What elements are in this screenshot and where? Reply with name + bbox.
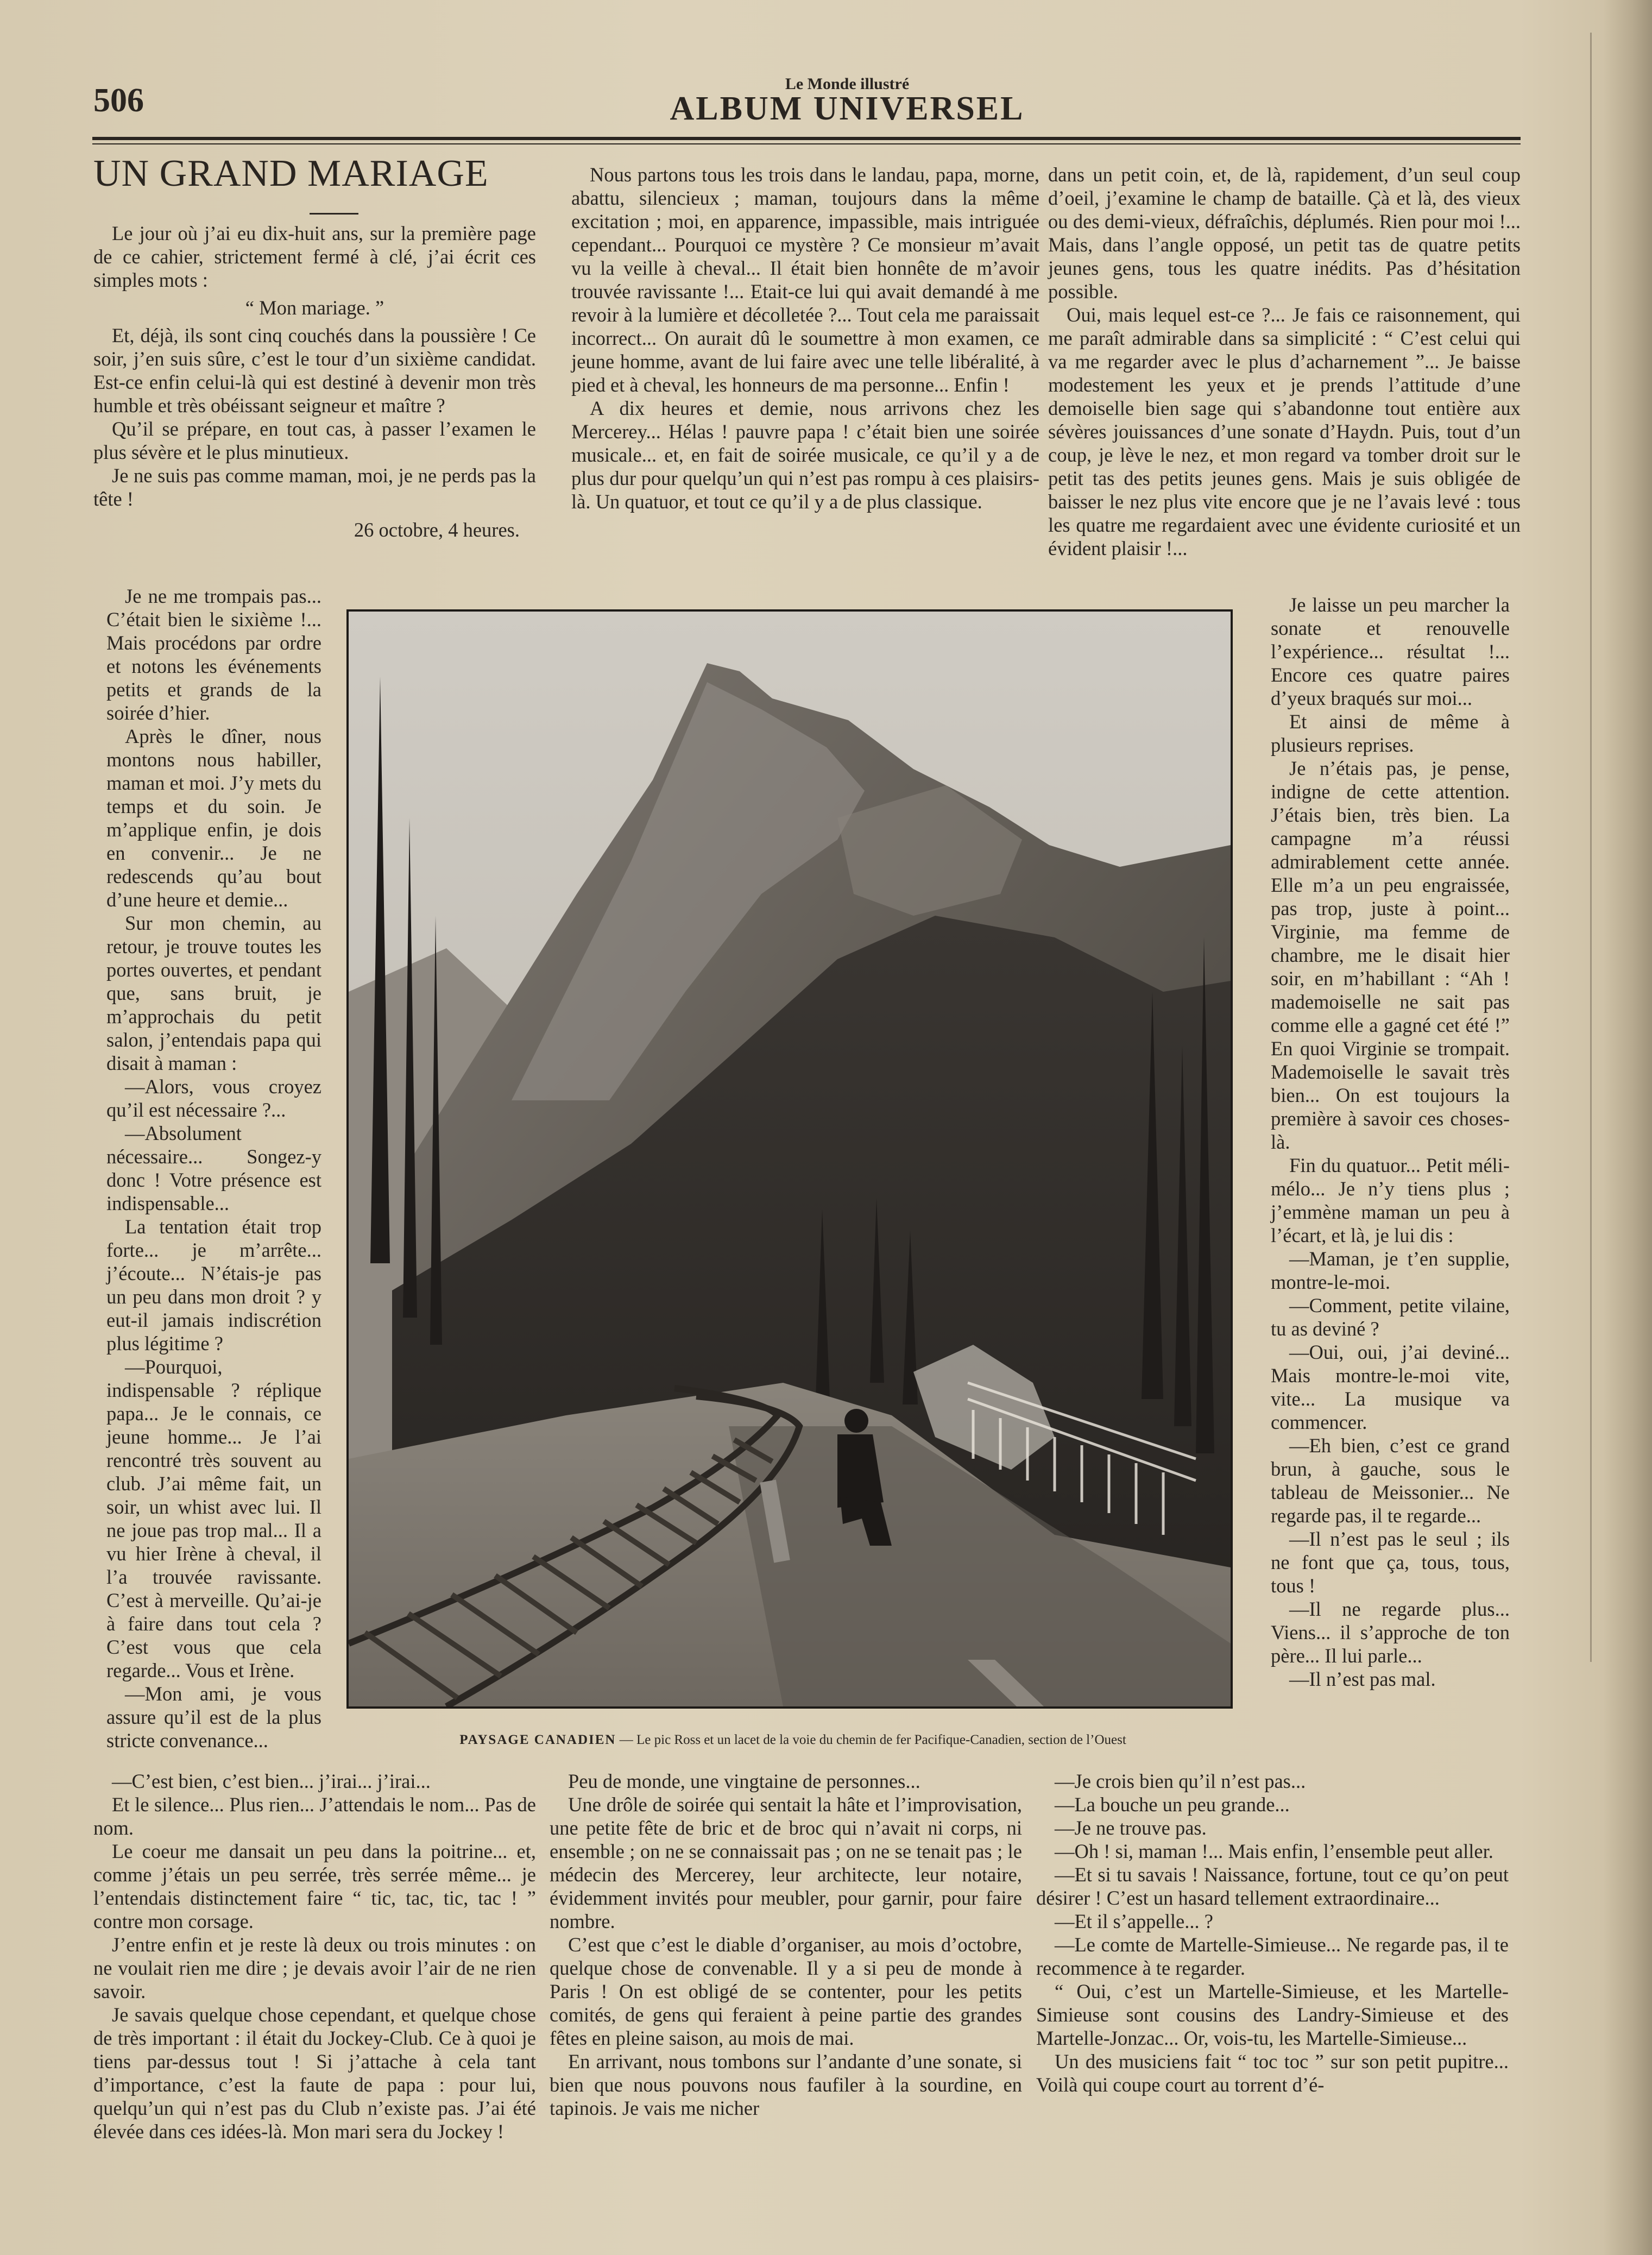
column-1-top <box>93 222 536 541</box>
paragraph: —Absolument nécessaire... Songez-y donc ! Votre présence est indispensable... <box>106 1122 321 1214</box>
column-3-mid <box>1271 593 1510 1691</box>
paragraph: En arrivant, nous tombons sur l’andante d’une sonate, si bien que nous pouvons nous faufiler à la sourdine, en tapinois. Je vais me nicher <box>550 2050 1022 2119</box>
mountain-railway-image <box>349 612 1231 1706</box>
column-2-top <box>571 163 1039 513</box>
paragraph: —Maman, je t’en supplie, montre-le-moi. <box>1271 1248 1510 1293</box>
masthead-title: ALBUM UNIVERSEL <box>670 90 1025 127</box>
paragraph: Le coeur me dansait un peu dans la poitrine... et, comme j’étais un peu serrée, très serrée même... je l’entendais distinctement faire “ tic, tac, tic, tac ! ” contre mon corsage. <box>93 1840 536 1932</box>
paragraph: Nous partons tous les trois dans le landau, papa, morne, abattu, silencieux ; maman, toujours dans la même excitation ; moi, en apparence, impassible, mais intriguée cependant... Pourquoi ce mystère ? Ce monsieur m’avait vu la veille à cheval... Il était bien honnête de m’avoir trouvée ravissante !... Etait-ce lui qui avait demandé à me revoir à la lumière et décolletée ?... Tout cela me paraissait incorrect... On aurait dû le soumettre à mon examen, ce jeune homme, avant de lui faire avec une telle libéralité, à pied et à cheval, les honneurs de ma personne... Enfin ! <box>571 163 1039 396</box>
paragraph: —Je ne trouve pas. <box>1055 1817 1207 1839</box>
header-rule-thick <box>92 137 1521 140</box>
paragraph: Oui, mais lequel est-ce ?... Je fais ce raisonnement, qui me paraît admirable dans sa simplicité : “ C’est celui qui va me regarder avec le plus d’acharnement ”... Je baisse modestement les yeux et je prends l’attitude d’une demoiselle bien sage qui s’abandonne tout entière aux sévères jouissances d’une sonate d’Haydn. Puis, tout d’un coup, je lève le nez, et mon regard va tomber droit sur le petit tas des petits jeunes gens. Mais je suis obligée de baisser le nez plus vite encore que je ne l’avais levé : tous les quatre me regardaient avec une évidente curiosité et un évident plaisir !... <box>1048 304 1521 559</box>
column-2-bottom <box>550 1769 1022 2120</box>
paragraph: Et, déjà, ils sont cinq couchés dans la poussière ! Ce soir, j’en suis sûre, c’est le tour d’un sixième candidat. Est-ce enfin celui-là qui est destiné à devenir mon très humble et très obéissant seigneur et maître ? <box>93 324 536 417</box>
paragraph: Je savais quelque chose cependant, et quelque chose de très important : il était du Jockey-Club. Ce à quoi je tiens par-dessus tout ! Si j’attache à cela tant d’importance, c’est la faute de papa : pour lui, quelqu’un qui n’est pas du Club n’existe pas. J’ai été élevée dans ces idées-là. Mon mari sera du Jockey ! <box>93 2004 536 2143</box>
paragraph: La tentation était trop forte... je m’arrête... j’écoute... N’étais-je pas un peu dans mon droit ? y eut-il jamais indiscrétion plus légitime ? <box>106 1215 321 1355</box>
paragraph: —Oh ! si, maman !... Mais enfin, l’ensemble peut aller. <box>1055 1840 1493 1862</box>
paragraph: Un des musiciens fait “ toc toc ” sur son petit pupitre... Voilà qui coupe court au torrent d’é- <box>1036 2050 1509 2096</box>
paragraph: Qu’il se prépare, en tout cas, à passer l’examen le plus sévère et le plus minutieux. <box>93 418 536 463</box>
photo-caption <box>369 1733 1216 1748</box>
paragraph: —Et il s’appelle... ? <box>1055 1910 1213 1932</box>
paragraph: Et ainsi de même à plusieurs reprises. <box>1271 710 1510 756</box>
masthead-subtitle: Le Monde illustré <box>785 75 910 93</box>
paragraph: Après le dîner, nous montons nous habiller, maman et moi. J’y mets du temps et du soin. Je m’applique enfin, je dois en convenir... Je ne redescends qu’au bout d’une heure et demie... <box>106 725 321 911</box>
paragraph: “ Mon mariage. ” <box>245 297 384 319</box>
paragraph: —Mon ami, je vous assure qu’il est de la plus stricte convenance... <box>106 1683 321 1752</box>
paragraph: —Il n’est pas mal. <box>1289 1668 1436 1690</box>
page-spine-shadow <box>1603 0 1652 2255</box>
title-divider <box>310 213 358 215</box>
paragraph: J’entre enfin et je reste là deux ou trois minutes : on ne voulait rien me dire ; je devais avoir l’air de ne rien savoir. <box>93 1933 536 2002</box>
paragraph: —Pourquoi, indispensable ? réplique papa... Je le connais, ce jeune homme... Je l’ai rencontré très souvent au club. J’ai même fait, un soir, un whist avec lui. Il ne joue pas trop mal... Il a vu hier Irène à cheval, il l’a trouvée ravissante. C’est à merveille. Qu’ai-je à faire dans tout cela ? C’est vous que cela regarde... Vous et Irène. <box>106 1356 321 1681</box>
page-number: 506 <box>93 82 144 119</box>
paragraph: Et le silence... Plus rien... J’attendais le nom... Pas de nom. <box>93 1793 536 1839</box>
paragraph: —Comment, petite vilaine, tu as deviné ? <box>1271 1294 1510 1340</box>
column-3-top <box>1048 163 1521 560</box>
paragraph: Fin du quatuor... Petit méli-mélo... Je n’y tiens plus ; j’emmène maman un peu à l’écart, et là, je lui dis : <box>1271 1154 1510 1246</box>
paragraph: Une drôle de soirée qui sentait la hâte et l’improvisation, une petite fête de bric et de broc qui n’avait ni corps, ni ensemble ; on ne se connaissait pas ; on ne se tenait pas ; le médecin des Mercerey, leur architecte, leur notaire, évidemment invités pour meubler, pour garnir, pour faire nombre. <box>550 1793 1022 1932</box>
paragraph: —Je crois bien qu’il n’est pas... <box>1055 1770 1306 1792</box>
paragraph: —La bouche un peu grande... <box>1055 1793 1290 1816</box>
paragraph: Je ne suis pas comme maman, moi, je ne perds pas la tête ! <box>93 464 536 510</box>
paragraph: —Et si tu savais ! Naissance, fortune, tout ce qu’on peut désirer ! C’est un hasard tellement extraordinaire... <box>1036 1863 1509 1909</box>
caption-text: — Le pic Ross et un lacet de la voie du chemin de fer Pacifique-Canadien, section de l’Ouest <box>616 1733 1126 1747</box>
paragraph: —Oui, oui, j’ai deviné... Mais montre-le-moi vite, vite... La musique va commencer. <box>1271 1341 1510 1433</box>
paragraph: dans un petit coin, et, de là, rapidement, d’un seul coup d’oeil, j’examine le champ de bataille. Çà et là, des vieux ou des demi-vieux, défraîchis, déplumés. Rien pour moi !... Mais, dans l’angle opposé, un petit tas de quatre petits jeunes gens, tous les quatre inédits. Pas d’hésitation possible. <box>1048 163 1521 303</box>
landscape-photograph <box>346 609 1233 1709</box>
column-1-bottom <box>93 1769 536 2143</box>
paragraph: —Il ne regarde plus... Viens... il s’approche de ton père... Il lui parle... <box>1271 1598 1510 1667</box>
paragraph: “ Oui, c’est un Martelle-Simieuse, et les Martelle-Simieuse sont cousins des Landry-Simieuse et des Martelle-Jonzac... Or, vois-tu, les Martelle-Simieuse... <box>1036 1980 1509 2049</box>
paragraph: —Il n’est pas le seul ; ils ne font que ça, tous, tous, tous ! <box>1271 1528 1510 1597</box>
column-3-bottom <box>1036 1769 1509 2096</box>
paragraph: A dix heures et demie, nous arrivons chez les Mercerey... Hélas ! pauvre papa ! c’était bien une soirée musicale... et, en fait de soirée musicale, ce qu’il y a de plus dur pour quelqu’un qui n’est pas rompu à ces plaisirs-là. Un quatuor, et tout ce qu’il y a de plus classique. <box>571 397 1039 513</box>
paragraph: Je ne me trompais pas... C’était bien le sixième !... Mais procédons par ordre et notons les événements petits et grands de la soirée d’hier. <box>106 585 321 724</box>
paragraph: Peu de monde, une vingtaine de personnes... <box>568 1770 920 1792</box>
column-1-mid <box>106 584 321 1752</box>
paragraph: Je n’étais pas, je pense, indigne de cette attention. J’étais bien, très bien. La campagne m’a réussi admirablement cette année. Elle m’a un peu engraissée, pas trop, juste à point... Virginie, ma femme de chambre, me le disait hier soir, en m’habillant : “Ah ! mademoiselle ne sait pas comme elle a gagné cet été !” En quoi Virginie se trompait. Mademoiselle le savait très bien... On est toujours la première à savoir ces choses-là. <box>1271 757 1510 1153</box>
paragraph: C’est que c’est le diable d’organiser, au mois d’octobre, quelque chose de convenable. Il y a si peu de monde à Paris ! On est obligé de se contenter, pour les petits comités, de gens qui feraient à peine partie des grandes fêtes en pleine saison, au mois de mai. <box>550 1933 1022 2049</box>
paragraph: Je laisse un peu marcher la sonate et renouvelle l’expérience... résultat !... Encore ces quatre paires d’yeux braqués sur moi... <box>1271 594 1510 709</box>
paragraph: Le jour où j’ai eu dix-huit ans, sur la première page de ce cahier, strictement fermé à clé, j’ai écrit ces simples mots : <box>93 222 536 291</box>
header-rule-thin <box>92 143 1521 144</box>
paragraph: —C’est bien, c’est bien... j’irai... j’irai... <box>112 1770 431 1792</box>
article-title: UN GRAND MARIAGE <box>93 153 489 194</box>
paragraph: —Le comte de Martelle-Simieuse... Ne regarde pas, il te recommence à te regarder. <box>1036 1933 1509 1979</box>
paragraph: —Alors, vous croyez qu’il est nécessaire ?... <box>106 1075 321 1121</box>
paragraph: Sur mon chemin, au retour, je trouve toutes les portes ouvertes, et pendant que, sans bruit, je m’approchais du petit salon, j’entendais papa qui disait à maman : <box>106 912 321 1074</box>
binding-crease <box>1590 33 1592 1662</box>
dateline: 26 octobre, 4 heures. <box>354 519 520 541</box>
caption-label: PAYSAGE CANADIEN <box>459 1733 616 1747</box>
paragraph: —Eh bien, c’est ce grand brun, à gauche, sous le tableau de Meissonier... Ne regarde pas, il te regarde... <box>1271 1434 1510 1527</box>
